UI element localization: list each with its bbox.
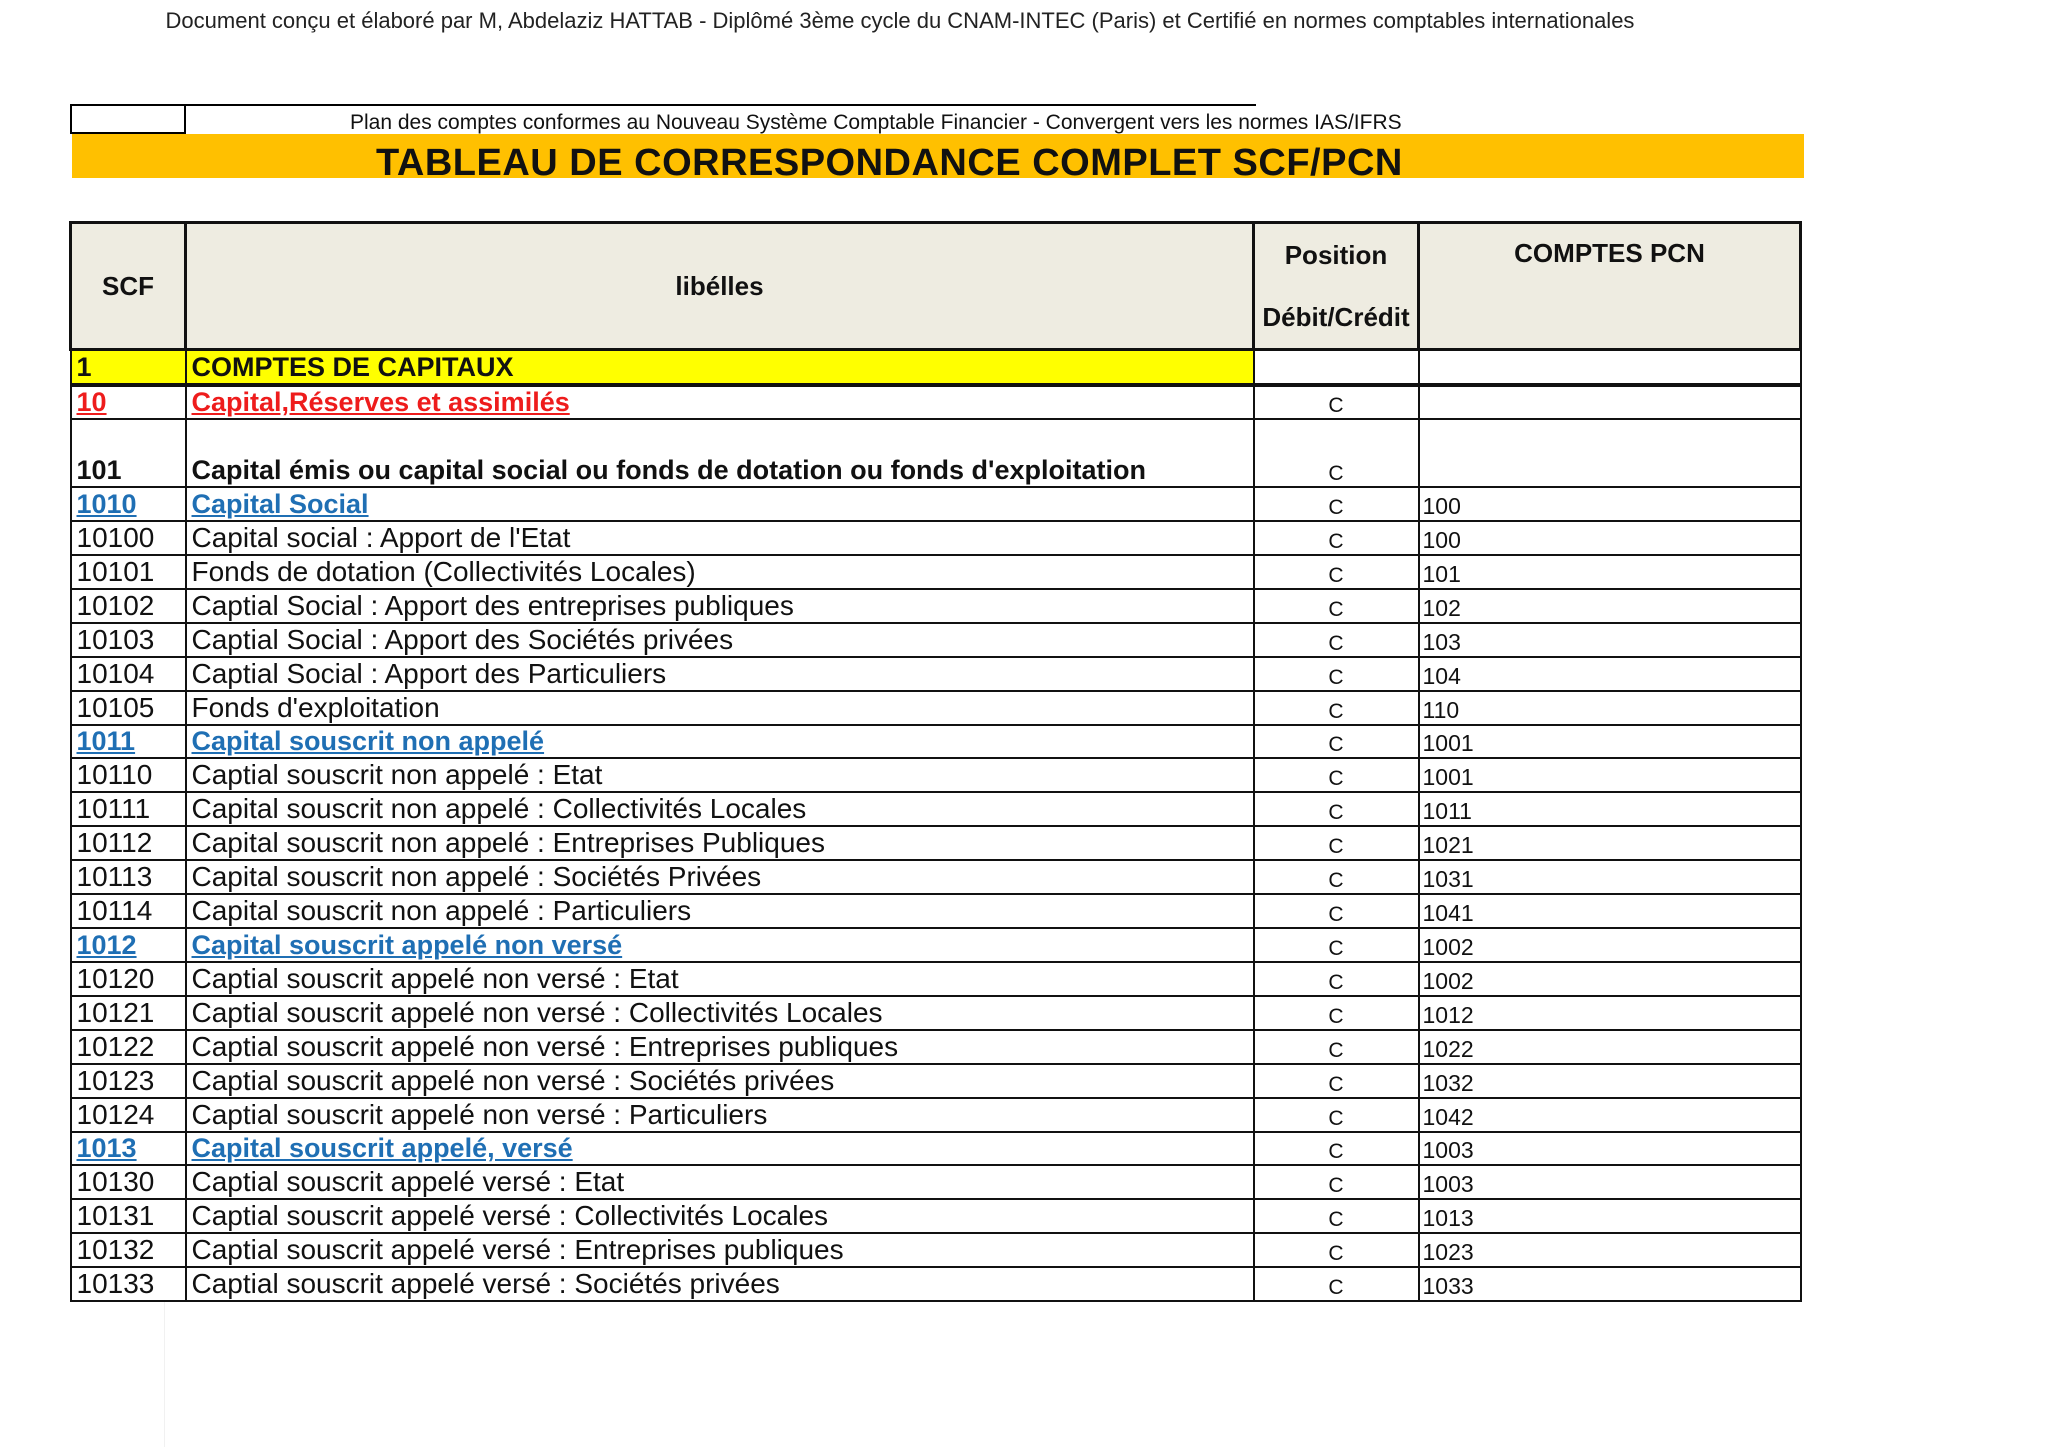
table-row [71, 623, 1801, 657]
cell-position: C [1254, 589, 1419, 623]
cell-position: C [1254, 826, 1419, 860]
cell-position: C [1254, 928, 1419, 962]
cell-position: C [1254, 1199, 1419, 1233]
cell-scf-code: 10124 [71, 1098, 186, 1132]
cell-scf-code: 10133 [71, 1267, 186, 1301]
cell-label: Capital souscrit non appelé : Collectivités Locales [186, 792, 1254, 826]
cell-label: COMPTES DE CAPITAUX [186, 350, 1254, 385]
author-credit: Document conçu et élaboré par M, Abdelaziz HATTAB - Diplômé 3ème cycle du CNAM-INTEC (Paris) et Certifié en normes comptables internationales [165, 8, 1635, 33]
cell-position: C [1254, 894, 1419, 928]
cell-scf-code: 10113 [71, 860, 186, 894]
column-header-scf: SCF [71, 223, 186, 350]
cell-label: Capital souscrit non appelé : Entreprises Publiques [186, 826, 1254, 860]
cell-label: Capital social : Apport de l'Etat [186, 521, 1254, 555]
cell-scf-code: 10102 [71, 589, 186, 623]
cell-label: Captial souscrit appelé versé : Sociétés privées [186, 1267, 1254, 1301]
cell-label: Fonds de dotation (Collectivités Locales) [186, 555, 1254, 589]
table-row [71, 657, 1801, 691]
frame-line [70, 104, 72, 134]
cell-pcn-account: 1003 [1419, 1165, 1801, 1199]
cell-label: Captial souscrit appelé non versé : Particuliers [186, 1098, 1254, 1132]
cell-scf-code: 10121 [71, 996, 186, 1030]
cell-pcn-account: 1011 [1419, 792, 1801, 826]
table-row [71, 691, 1801, 725]
cell-position: C [1254, 385, 1419, 420]
cell-pcn-account: 1013 [1419, 1199, 1801, 1233]
table-row [71, 725, 1801, 759]
cell-scf-code: 10111 [71, 792, 186, 826]
cell-label: Capital émis ou capital social ou fonds de dotation ou fonds d'exploitation [186, 419, 1254, 487]
cell-position: C [1254, 691, 1419, 725]
table-row [71, 928, 1801, 962]
cell-pcn-account: 1031 [1419, 860, 1801, 894]
cell-pcn-account: 103 [1419, 623, 1801, 657]
table-row [71, 385, 1801, 420]
position-label: Position [1284, 240, 1388, 270]
table-header-row [71, 223, 1801, 350]
cell-pcn-account: 1012 [1419, 996, 1801, 1030]
table-row [71, 1267, 1801, 1301]
column-header-position [1254, 223, 1419, 350]
cell-position: C [1254, 725, 1419, 759]
cell-pcn-account: 104 [1419, 657, 1801, 691]
cell-pcn-account: 1033 [1419, 1267, 1801, 1301]
cell-scf-code: 10130 [71, 1165, 186, 1199]
page-gridline [164, 1300, 165, 1447]
cell-label: Capital souscrit appelé non versé [186, 928, 1254, 962]
cell-position: C [1254, 758, 1419, 792]
cell-scf-code: 10105 [71, 691, 186, 725]
cell-position: C [1254, 419, 1419, 487]
cell-label: Captial Social : Apport des Particuliers [186, 657, 1254, 691]
table-row [71, 1098, 1801, 1132]
cell-label: Captial souscrit appelé non versé : Etat [186, 962, 1254, 996]
cell-pcn-account: 1001 [1419, 725, 1801, 759]
cell-position: C [1254, 657, 1419, 691]
cell-pcn-account: 1042 [1419, 1098, 1801, 1132]
document-title: TABLEAU DE CORRESPONDANCE COMPLET SCF/PCN [376, 142, 1403, 178]
cell-scf-code: 1011 [71, 725, 186, 759]
cell-pcn-account: 110 [1419, 691, 1801, 725]
column-header-pcn: COMPTES PCN [1419, 223, 1801, 350]
cell-label: Capital souscrit non appelé : Particuliers [186, 894, 1254, 928]
table-row [71, 487, 1801, 521]
cell-label: Fonds d'exploitation [186, 691, 1254, 725]
cell-pcn-account [1419, 419, 1801, 487]
cell-pcn-account: 101 [1419, 555, 1801, 589]
cell-label: Captial souscrit non appelé : Etat [186, 758, 1254, 792]
cell-pcn-account: 1001 [1419, 758, 1801, 792]
cell-pcn-account: 100 [1419, 521, 1801, 555]
cell-position: C [1254, 1165, 1419, 1199]
cell-position: C [1254, 555, 1419, 589]
table-row [71, 1199, 1801, 1233]
cell-position [1254, 350, 1419, 385]
table-row [71, 860, 1801, 894]
cell-label: Captial souscrit appelé non versé : Entreprises publiques [186, 1030, 1254, 1064]
cell-scf-code: 10114 [71, 894, 186, 928]
cell-scf-code: 1 [71, 350, 186, 385]
table-row [71, 350, 1801, 385]
table-body [71, 350, 1801, 1302]
cell-position: C [1254, 792, 1419, 826]
cell-position: C [1254, 1267, 1419, 1301]
cell-pcn-account [1419, 350, 1801, 385]
table-row [71, 826, 1801, 860]
table-row [71, 758, 1801, 792]
cell-pcn-account: 1023 [1419, 1233, 1801, 1267]
cell-label: Captial souscrit appelé non versé : Collectivités Locales [186, 996, 1254, 1030]
title-banner [72, 134, 1804, 178]
table-row [71, 419, 1801, 487]
cell-scf-code: 10131 [71, 1199, 186, 1233]
cell-pcn-account: 1002 [1419, 928, 1801, 962]
cell-position: C [1254, 1132, 1419, 1166]
cell-scf-code: 10104 [71, 657, 186, 691]
cell-label: Capital,Réserves et assimilés [186, 385, 1254, 420]
cell-position: C [1254, 1098, 1419, 1132]
cell-label: Capital souscrit appelé, versé [186, 1132, 1254, 1166]
table-row [71, 1165, 1801, 1199]
cell-position: C [1254, 962, 1419, 996]
cell-position: C [1254, 623, 1419, 657]
cell-pcn-account: 1041 [1419, 894, 1801, 928]
cell-label: Capital Social [186, 487, 1254, 521]
table-row [71, 1030, 1801, 1064]
cell-scf-code: 10110 [71, 758, 186, 792]
cell-label: Captial Social : Apport des entreprises publiques [186, 589, 1254, 623]
cell-position: C [1254, 487, 1419, 521]
cell-label: Captial souscrit appelé versé : Entreprises publiques [186, 1233, 1254, 1267]
cell-label: Capital souscrit non appelé [186, 725, 1254, 759]
cell-position: C [1254, 1233, 1419, 1267]
cell-label: Capital souscrit non appelé : Sociétés Privées [186, 860, 1254, 894]
cell-scf-code: 1010 [71, 487, 186, 521]
table-row [71, 1064, 1801, 1098]
cell-pcn-account: 100 [1419, 487, 1801, 521]
cell-scf-code: 101 [71, 419, 186, 487]
cell-pcn-account: 1022 [1419, 1030, 1801, 1064]
cell-scf-code: 10132 [71, 1233, 186, 1267]
cell-label: Captial souscrit appelé versé : Collectivités Locales [186, 1199, 1254, 1233]
table-row [71, 894, 1801, 928]
cell-position: C [1254, 521, 1419, 555]
cell-position: C [1254, 996, 1419, 1030]
table-row [71, 555, 1801, 589]
cell-scf-code: 10120 [71, 962, 186, 996]
cell-scf-code: 10122 [71, 1030, 186, 1064]
cell-scf-code: 10100 [71, 521, 186, 555]
cell-pcn-account [1419, 385, 1801, 420]
table-row [71, 1233, 1801, 1267]
cell-pcn-account: 1032 [1419, 1064, 1801, 1098]
cell-scf-code: 10123 [71, 1064, 186, 1098]
correspondence-table [69, 221, 1802, 1302]
cell-scf-code: 10103 [71, 623, 186, 657]
table-row [71, 962, 1801, 996]
cell-pcn-account: 1003 [1419, 1132, 1801, 1166]
cell-position: C [1254, 1064, 1419, 1098]
frame-line [184, 104, 186, 134]
table-row [71, 589, 1801, 623]
debit-credit-label: Débit/Crédit [1262, 302, 1410, 332]
cell-label: Captial souscrit appelé versé : Etat [186, 1165, 1254, 1199]
cell-scf-code: 10 [71, 385, 186, 420]
cell-pcn-account: 1002 [1419, 962, 1801, 996]
column-header-libelles: libélles [186, 223, 1254, 350]
table-row [71, 996, 1801, 1030]
table-row [71, 1132, 1801, 1166]
cell-label: Captial Social : Apport des Sociétés privées [186, 623, 1254, 657]
cell-scf-code: 1012 [71, 928, 186, 962]
cell-pcn-account: 102 [1419, 589, 1801, 623]
cell-position: C [1254, 1030, 1419, 1064]
cell-label: Captial souscrit appelé non versé : Sociétés privées [186, 1064, 1254, 1098]
cell-scf-code: 10101 [71, 555, 186, 589]
cell-position: C [1254, 860, 1419, 894]
table-row [71, 521, 1801, 555]
cell-pcn-account: 1021 [1419, 826, 1801, 860]
document-subtitle: Plan des comptes conformes au Nouveau Système Comptable Financier - Convergent vers les normes IAS/IFRS [350, 111, 1402, 134]
table-row [71, 792, 1801, 826]
cell-scf-code: 1013 [71, 1132, 186, 1166]
cell-scf-code: 10112 [71, 826, 186, 860]
frame-line [70, 104, 1256, 106]
